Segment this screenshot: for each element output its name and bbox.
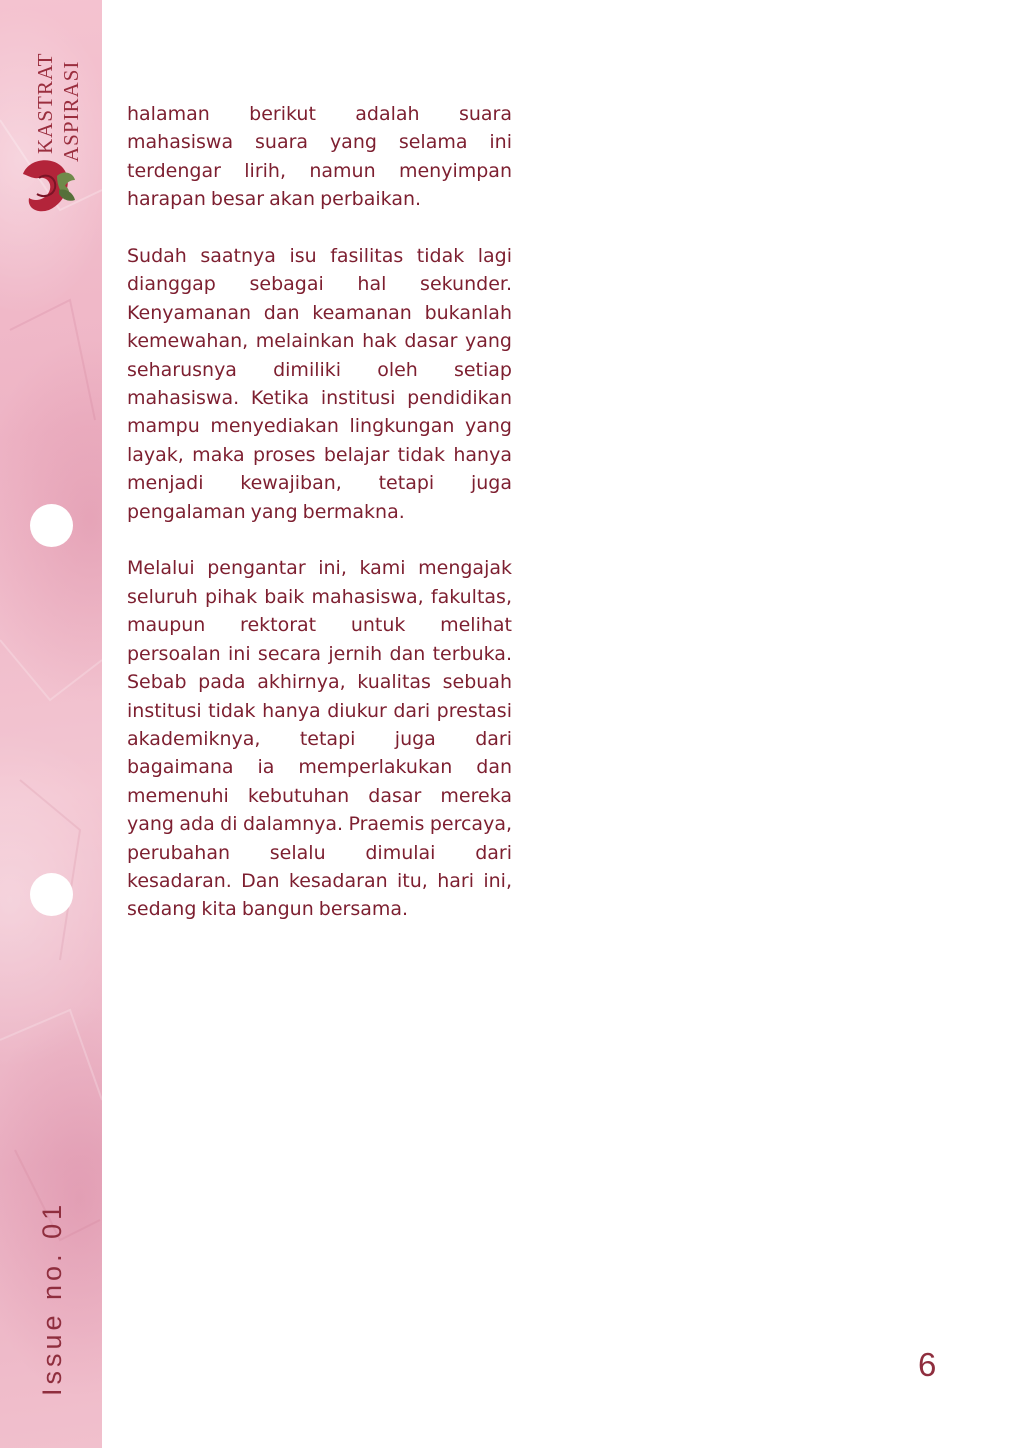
paragraph: Sudah saatnya isu fasilitas tidak lagi dianggap sebagai hal sekunder. Kenyamanan dan keamanan bukanlah kemewahan, melainkan hak dasar yang seharusnya dimiliki oleh setiap mahasiswa. Ketika institusi pendidikan mampu menyediakan lingkungan yang layak, maka proses belajar tidak hanya menjadi kewajiban, tetapi juga pengalaman yang bermakna.: [127, 245, 512, 523]
paragraph: Melalui pengantar ini, kami mengajak seluruh pihak baik mahasiswa, fakultas, maupun rektorat untuk melihat persoalan ini secara jernih dan terbuka. Sebab pada akhirnya, kualitas sebuah institusi tidak hanya diukur dari prestasi akademiknya, tetapi juga dari bagaimana ia memperlakukan dan memenuhi kebutuhan dasar mereka yang ada di dalamnya. Praemis percaya, perubahan selalu dimulai dari kesadaran. Dan kesadaran itu, hari ini, sedang kita bangun bersama.: [127, 557, 512, 921]
logo-line-kastrat: KASTRAT: [33, 52, 57, 154]
page-number: 6: [918, 1346, 937, 1383]
rose-leaf-icon: [19, 154, 85, 216]
article-body: [127, 100, 512, 952]
binder-hole-top: [30, 504, 73, 547]
binder-hole-bottom: [30, 873, 73, 916]
sidebar-strip: [0, 0, 102, 1448]
paragraph: halaman berikut adalah suara mahasiswa suara yang selama ini terdengar lirih, namun menyimpan harapan besar akan perbaikan.: [127, 103, 512, 211]
issue-label: Issue no. 01: [37, 1200, 67, 1396]
logo-line-aspirasi: ASPIRASI: [59, 60, 83, 162]
brand-logo: [14, 36, 90, 216]
